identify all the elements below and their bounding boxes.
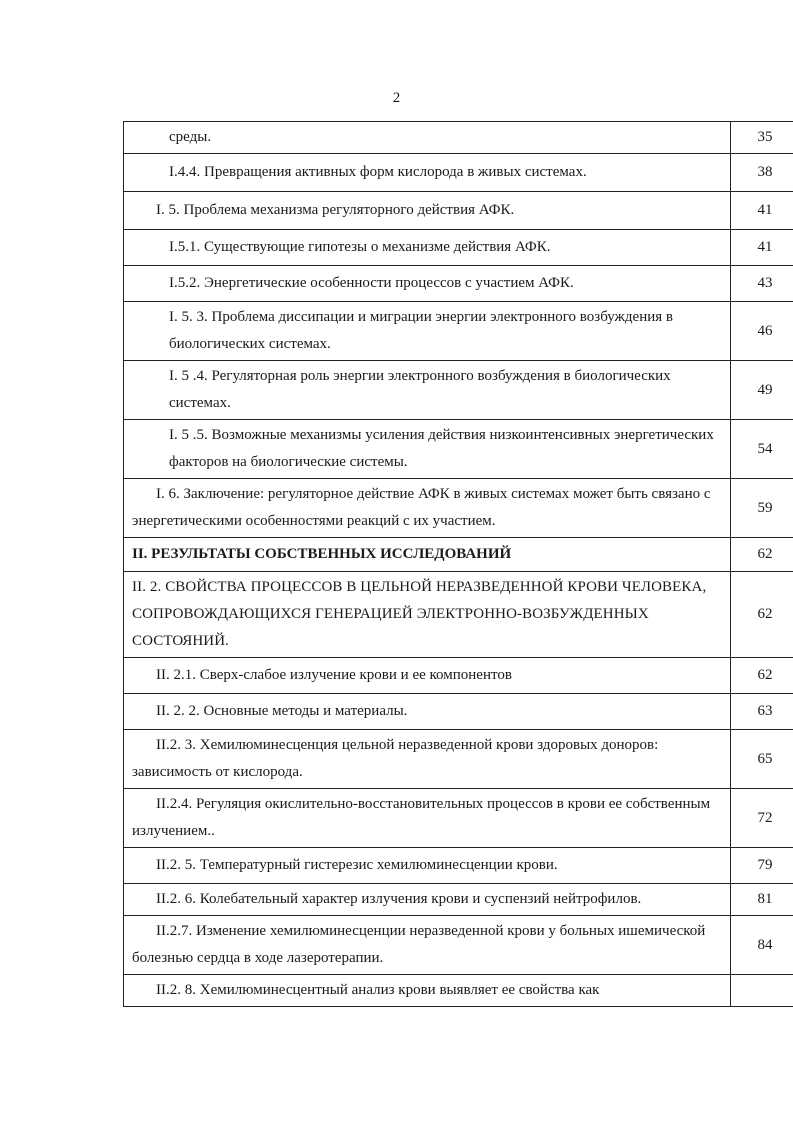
toc-entry-title: II.2.7. Изменение хемилюминесценции неразведенной крови у больных ишемической болезнью сердца в ходе лазеротерапии.: [124, 916, 731, 975]
toc-entry-title: I.4.4. Превращения активных форм кислорода в живых системах.: [124, 154, 731, 192]
toc-entry-page: 38: [731, 154, 793, 192]
toc-entry-page: 63: [731, 694, 793, 730]
toc-entry-title: I. 5. 3. Проблема диссипации и миграции энергии электронного возбуждения в биологических системах.: [124, 302, 731, 361]
toc-entry-title: II. РЕЗУЛЬТАТЫ СОБСТВЕННЫХ ИССЛЕДОВАНИЙ: [124, 538, 731, 572]
toc-entry-title: I.5.2. Энергетические особенности процессов с участием АФК.: [124, 266, 731, 302]
toc-row: [124, 916, 793, 975]
toc-row: [124, 538, 793, 572]
toc-entry-page: 72: [731, 789, 793, 848]
toc-entry-title: II. 2. СВОЙСТВА ПРОЦЕССОВ В ЦЕЛЬНОЙ НЕРАЗВЕДЕННОЙ КРОВИ ЧЕЛОВЕКА, СОПРОВОЖДАЮЩИХСЯ ГЕНЕРАЦИЕЙ ЭЛЕКТРОННО-ВОЗБУЖДЕННЫХ СОСТОЯНИЙ.: [124, 572, 731, 658]
toc-row: [124, 572, 793, 658]
toc-row: [124, 789, 793, 848]
toc-entry-page: 54: [731, 420, 793, 479]
toc-entry-title: I. 5 .5. Возможные механизмы усиления действия низкоинтенсивных энергетических факторов на биологические системы.: [124, 420, 731, 479]
toc-row: [124, 479, 793, 538]
toc-entry-page: 62: [731, 658, 793, 694]
toc-entry-page: 35: [731, 122, 793, 154]
toc-entry-page: 46: [731, 302, 793, 361]
toc-row: [124, 975, 793, 1007]
toc-entry-page: 79: [731, 848, 793, 884]
toc-entry-title: II.2. 3. Хемилюминесценция цельной неразведенной крови здоровых доноров: зависимость от кислорода.: [124, 730, 731, 789]
toc-row: [124, 361, 793, 420]
toc-row: [124, 848, 793, 884]
toc-row: [124, 658, 793, 694]
toc-entry-title: II. 2.1. Сверх-слабое излучение крови и ее компонентов: [124, 658, 731, 694]
toc-entry-page: 84: [731, 916, 793, 975]
toc-entry-page: 62: [731, 572, 793, 658]
toc-entry-title: I.5.1. Существующие гипотезы о механизме действия АФК.: [124, 230, 731, 266]
toc-entry-page: [731, 975, 793, 1007]
toc-row: [124, 192, 793, 230]
toc-row: [124, 302, 793, 361]
toc-entry-title: среды.: [124, 122, 731, 154]
toc-row: [124, 122, 793, 154]
toc-entry-title: II.2. 6. Колебательный характер излучения крови и суспензий нейтрофилов.: [124, 884, 731, 916]
toc-entry-title: II. 2. 2. Основные методы и материалы.: [124, 694, 731, 730]
toc-row: [124, 730, 793, 789]
toc-entry-page: 59: [731, 479, 793, 538]
toc-row: [124, 154, 793, 192]
toc-entry-page: 49: [731, 361, 793, 420]
table-of-contents: [123, 121, 793, 1007]
toc-entry-page: 62: [731, 538, 793, 572]
toc-row: [124, 884, 793, 916]
toc-entry-page: 41: [731, 230, 793, 266]
toc-row: [124, 420, 793, 479]
toc-entry-page: 41: [731, 192, 793, 230]
toc-entry-title: II.2.4. Регуляция окислительно-восстановительных процессов в крови ее собственным излучением..: [124, 789, 731, 848]
toc-entry-title: II.2. 8. Хемилюминесцентный анализ крови выявляет ее свойства как: [124, 975, 731, 1007]
toc-row: [124, 266, 793, 302]
toc-entry-title: I. 6. Заключение: регуляторное действие АФК в живых системах может быть связано с энергетическими особенностями реакций с их участием.: [124, 479, 731, 538]
page-number: 2: [392, 90, 401, 106]
toc-row: [124, 694, 793, 730]
toc-entry-title: I. 5 .4. Регуляторная роль энергии электронного возбуждения в биологических системах.: [124, 361, 731, 420]
toc-entry-page: 43: [731, 266, 793, 302]
toc-entry-page: 81: [731, 884, 793, 916]
toc-entry-page: 65: [731, 730, 793, 789]
toc-entry-title: I. 5. Проблема механизма регуляторного действия АФК.: [124, 192, 731, 230]
toc-row: [124, 230, 793, 266]
toc-entry-title: II.2. 5. Температурный гистерезис хемилюминесценции крови.: [124, 848, 731, 884]
